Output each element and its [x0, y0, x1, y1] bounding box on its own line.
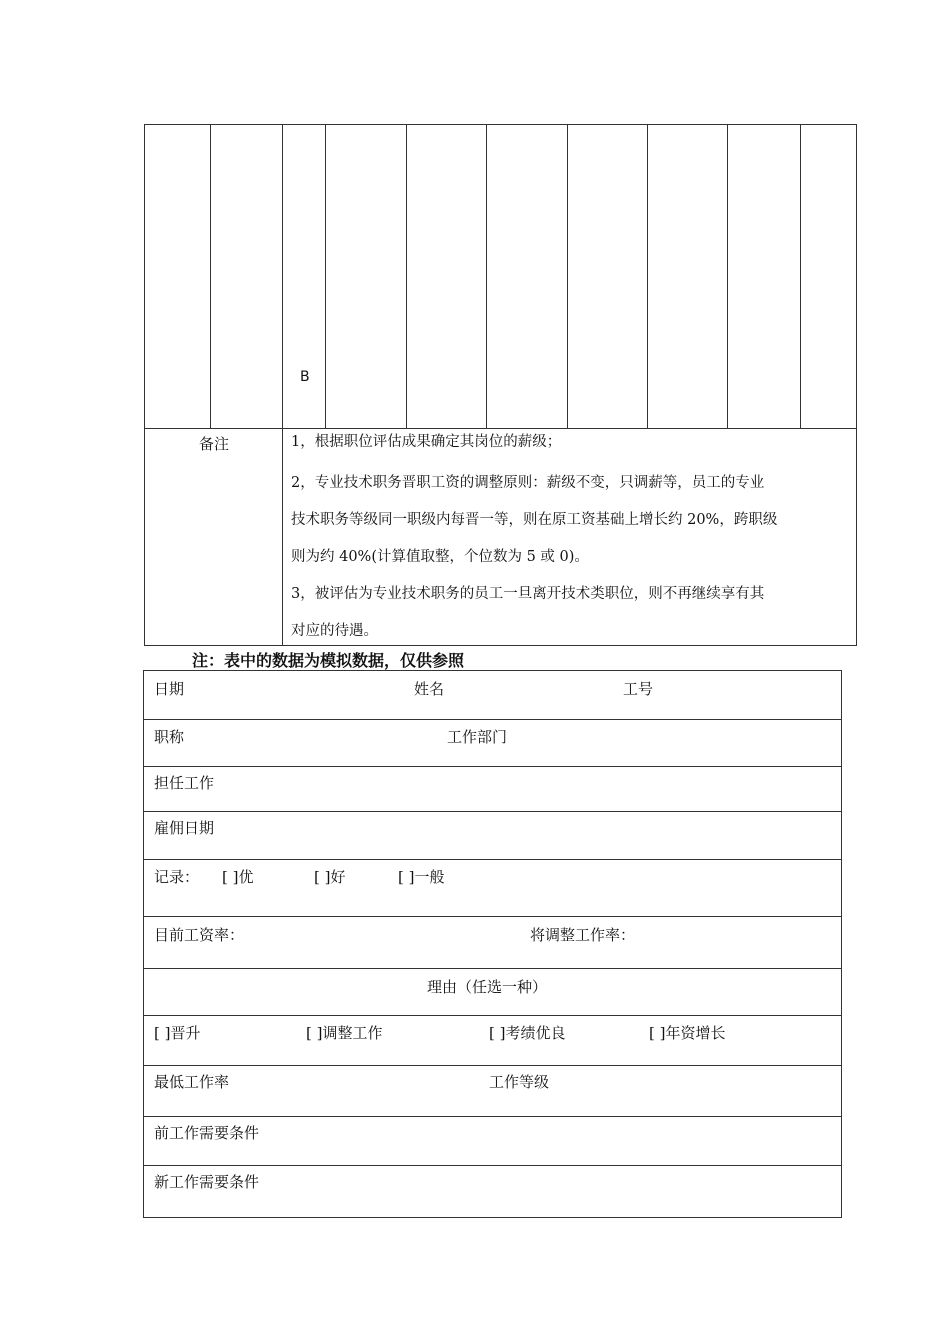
form-row-min-rate — [144, 1066, 841, 1117]
name-label: 姓名 — [414, 680, 445, 698]
form-row-title — [144, 720, 841, 767]
employee-id-label: 工号 — [623, 680, 654, 698]
table-divider — [145, 428, 856, 429]
column-line — [647, 125, 648, 428]
form-row-record — [144, 860, 841, 917]
reason-option-promotion[interactable]: [ ]晋升 — [154, 1024, 201, 1042]
date-label: 日期 — [154, 680, 185, 698]
record-option-excellent[interactable]: [ ]优 — [222, 868, 254, 886]
current-rate-label: 目前工资率： — [154, 926, 245, 944]
salary-adjustment-form — [143, 670, 842, 1218]
grade-marker: B — [300, 369, 310, 385]
form-row-duty — [144, 767, 841, 812]
remark-line: 2，专业技术职务晋职工资的调整原则：薪级不变，只调薪等，员工的专业 — [291, 475, 765, 491]
reason-option-seniority[interactable]: [ ]年资增长 — [649, 1024, 726, 1042]
record-option-average[interactable]: [ ]一般 — [398, 868, 445, 886]
form-row-hire-date — [144, 812, 841, 860]
column-line — [727, 125, 728, 428]
job-grade-label: 工作等级 — [489, 1073, 550, 1091]
reason-option-job-change[interactable]: [ ]调整工作 — [306, 1024, 383, 1042]
remark-line: 3，被评估为专业技术职务的员工一旦离开技术类职位，则不再继续享有其 — [291, 586, 765, 602]
form-row-rates — [144, 917, 841, 969]
remark-line: 对应的待遇。 — [291, 623, 378, 639]
remark-line: 则为约 40%(计算值取整，个位数为 5 或 0)。 — [291, 549, 589, 565]
remarks-text — [291, 431, 846, 650]
column-line — [210, 125, 211, 428]
column-line — [406, 125, 407, 428]
hire-date-label: 雇佣日期 — [154, 819, 215, 837]
salary-grade-table — [144, 124, 857, 646]
column-line — [567, 125, 568, 428]
remarks-label: 备注 — [199, 435, 230, 453]
reason-header: 理由（任选一种） — [427, 978, 548, 996]
remark-line: 1，根据职位评估成果确定其岗位的薪级； — [291, 434, 562, 450]
prev-requirements-label: 前工作需要条件 — [154, 1124, 260, 1142]
new-rate-label: 将调整工作率： — [530, 926, 636, 944]
department-label: 工作部门 — [447, 728, 508, 746]
record-label: 记录： — [154, 868, 200, 886]
duty-label: 担任工作 — [154, 774, 215, 792]
form-row-basic-info — [144, 671, 841, 720]
form-row-prev-requirements — [144, 1117, 841, 1166]
new-requirements-label: 新工作需要条件 — [154, 1173, 260, 1191]
job-title-label: 职称 — [154, 728, 185, 746]
column-line — [282, 125, 283, 645]
column-line — [486, 125, 487, 428]
record-option-good[interactable]: [ ]好 — [314, 868, 346, 886]
column-line — [325, 125, 326, 428]
remark-line: 技术职务等级同一职级内每晋一等，则在原工资基础上增长约 20%，跨职级 — [291, 512, 778, 528]
form-row-reasons — [144, 1016, 841, 1066]
form-row-reason-header — [144, 969, 841, 1016]
min-rate-label: 最低工作率 — [154, 1073, 230, 1091]
column-line — [800, 125, 801, 428]
reason-option-performance[interactable]: [ ]考绩优良 — [489, 1024, 566, 1042]
form-row-new-requirements — [144, 1166, 841, 1217]
data-note: 注：表中的数据为模拟数据，仅供参照 — [192, 651, 465, 670]
